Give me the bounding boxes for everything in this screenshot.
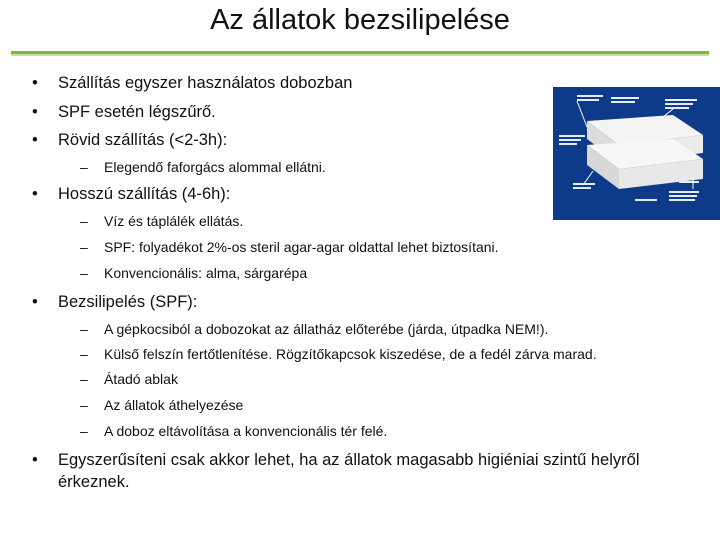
- list-item: • Rövid szállítás (<2-3h):: [32, 131, 228, 149]
- list-item: • Egyszerűsíteni csak akkor lehet, ha az állatok magasabb higiéniai szintű helyről érkeznek.: [32, 451, 640, 491]
- slide-title: Az állatok bezsilipelése: [210, 4, 510, 36]
- list-item: • Szállítás egyszer használatos dobozban: [32, 74, 353, 92]
- list-item: • Hosszú szállítás (4-6h):: [32, 185, 231, 203]
- list-item: • SPF esetén légszűrő.: [32, 103, 216, 121]
- list-item: • Bezsilipelés (SPF):: [32, 293, 198, 311]
- bullet-list: • Szállítás egyszer használatos dobozban • SPF esetén légszűrő. • Rövid szállítás (<2-3h): – Elegendő faforgács alommal ellátni. • Hosszú szállítás (4-6h): – Víz és táplálék ellátás. – SPF: folyadékot 2%-os steril agar-agar oldattal lehet biztosítani. – Konvencionális: alma, sárgarépa • Bezsilipelés (SPF): – A gépkocsiból a dobozokat az állatház előterébe (járda, útpadka NEM!). – Külső felszín fertőtlenítése. Rögzítőkapcsok kiszedése, de a fedél zárva marad. – Átadó ablak – Az állatok áthelyezése – A doboz eltávolítása a konvencionális tér felé. • Egyszerűsíteni csak akkor lehet, ha az állatok magasabb higiéniai szintű helyről érkeznek.: [0, 0, 720, 540]
